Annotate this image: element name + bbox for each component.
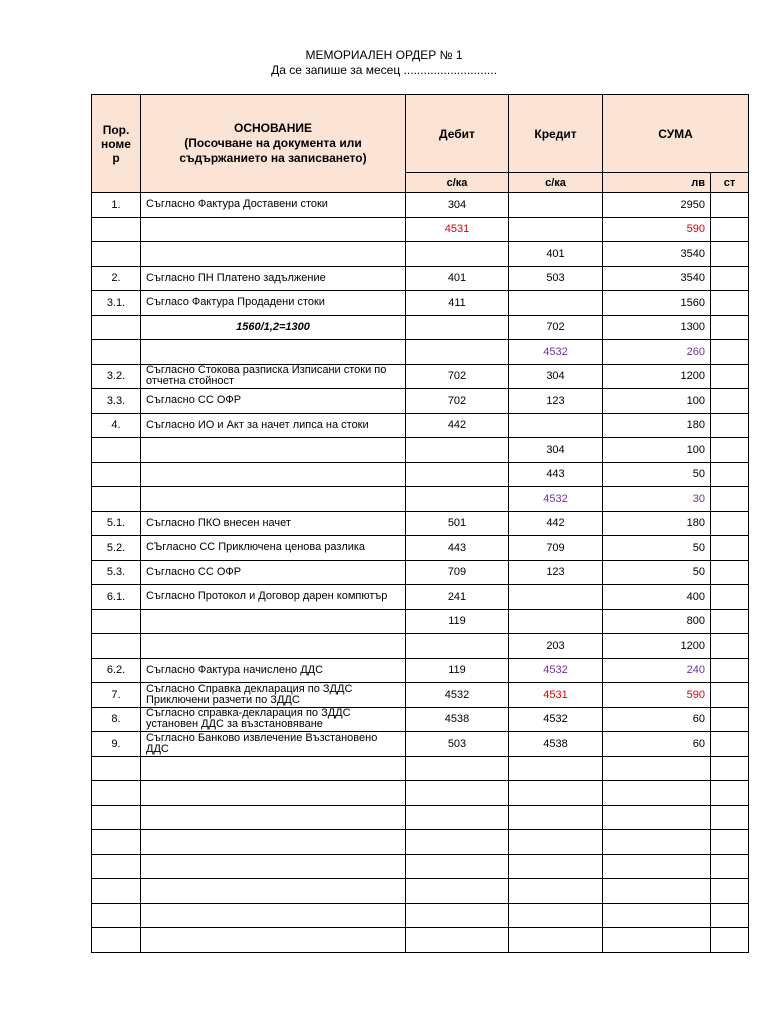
row-basis: [141, 781, 406, 806]
row-st: [711, 560, 749, 585]
row-basis: Съгласно справка-декларация по ЗДДС установен ДДС за възстановяване: [141, 707, 406, 732]
header-credit: Кредит: [509, 95, 603, 173]
row-basis: Съгласо Фактура Продадени стоки: [141, 291, 406, 316]
row-lv: [603, 903, 711, 928]
row-lv: 1560: [603, 291, 711, 316]
row-lv: [603, 805, 711, 830]
row-num: [92, 315, 141, 340]
row-st: [711, 732, 749, 757]
row-debit: [406, 903, 509, 928]
row-basis: [141, 928, 406, 953]
row-st: [711, 413, 749, 438]
row-credit: 4531: [509, 683, 603, 708]
row-debit: 503: [406, 732, 509, 757]
row-lv: 2950: [603, 193, 711, 218]
row-st: [711, 879, 749, 904]
row-credit: 709: [509, 536, 603, 561]
row-basis: [141, 487, 406, 512]
row-st: [711, 585, 749, 610]
row-num: 5.1.: [92, 511, 141, 536]
row-basis: Съгласно Фактура начислено ДДС: [141, 658, 406, 683]
header-basis-sub: (Посочване на документа или съдържанието на записването): [179, 136, 367, 165]
row-credit: 442: [509, 511, 603, 536]
table-row: [92, 658, 749, 683]
row-num: [92, 928, 141, 953]
row-basis: [141, 438, 406, 463]
row-lv: 100: [603, 438, 711, 463]
row-num: 4.: [92, 413, 141, 438]
row-basis: [141, 830, 406, 855]
row-lv: 60: [603, 732, 711, 757]
row-debit: [406, 462, 509, 487]
row-debit: [406, 340, 509, 365]
order-title: МЕМОРИАЛЕН ОРДЕР № 1: [305, 48, 463, 62]
table-row: [92, 683, 749, 708]
row-lv: 50: [603, 462, 711, 487]
row-debit: 401: [406, 266, 509, 291]
row-basis: Съгласно СС ОФР: [141, 389, 406, 414]
row-num: 8.: [92, 707, 141, 732]
row-lv: 50: [603, 560, 711, 585]
table-row: [92, 756, 749, 781]
row-debit: 709: [406, 560, 509, 585]
row-basis: Съгласно Протокол и Договор дарен компютър: [141, 585, 406, 610]
row-credit: [509, 903, 603, 928]
table-row: [92, 805, 749, 830]
row-lv: [603, 830, 711, 855]
row-credit: [509, 854, 603, 879]
row-num: 6.1.: [92, 585, 141, 610]
row-debit: [406, 928, 509, 953]
row-basis: [141, 805, 406, 830]
table-row: [92, 462, 749, 487]
table-row: [92, 511, 749, 536]
row-credit: [509, 805, 603, 830]
table-row: [92, 781, 749, 806]
row-basis: [141, 879, 406, 904]
row-credit: [509, 217, 603, 242]
row-st: [711, 364, 749, 389]
row-st: [711, 634, 749, 659]
table-row: [92, 854, 749, 879]
table-row: [92, 609, 749, 634]
row-num: 3.1.: [92, 291, 141, 316]
header-debit-sub: с/ка: [406, 173, 509, 193]
row-lv: 100: [603, 389, 711, 414]
row-lv: 1200: [603, 634, 711, 659]
row-credit: [509, 193, 603, 218]
row-st: [711, 854, 749, 879]
row-credit: 503: [509, 266, 603, 291]
row-basis: [141, 854, 406, 879]
row-st: [711, 928, 749, 953]
header-basis: [141, 95, 406, 193]
row-basis: Съгласно ПКО внесен начет: [141, 511, 406, 536]
row-debit: 702: [406, 389, 509, 414]
row-num: [92, 438, 141, 463]
row-credit: 123: [509, 560, 603, 585]
row-basis: Съгласно ИО и Акт за начет липса на стоки: [141, 413, 406, 438]
row-credit: 4532: [509, 487, 603, 512]
header-row: [92, 95, 749, 173]
row-num: [92, 781, 141, 806]
row-num: [92, 462, 141, 487]
row-lv: 3540: [603, 242, 711, 267]
row-num: 1.: [92, 193, 141, 218]
row-basis: [141, 340, 406, 365]
table-row: [92, 830, 749, 855]
row-num: [92, 242, 141, 267]
row-num: [92, 805, 141, 830]
header-basis-title: ОСНОВАНИЕ: [233, 121, 313, 135]
row-credit: 203: [509, 634, 603, 659]
row-credit: 4532: [509, 707, 603, 732]
table-row: [92, 242, 749, 267]
row-lv: [603, 854, 711, 879]
row-basis: Съгласно Банково извлечение Възстановено ДДС: [141, 732, 406, 757]
row-credit: 401: [509, 242, 603, 267]
row-st: [711, 903, 749, 928]
row-basis: 1560/1,2=1300: [141, 315, 406, 340]
table-row: [92, 928, 749, 953]
row-debit: 4532: [406, 683, 509, 708]
row-lv: 30: [603, 487, 711, 512]
row-debit: 443: [406, 536, 509, 561]
row-debit: 119: [406, 658, 509, 683]
row-debit: [406, 830, 509, 855]
header-sum: СУМА: [603, 95, 749, 173]
row-lv: 1300: [603, 315, 711, 340]
row-debit: 4538: [406, 707, 509, 732]
row-num: [92, 487, 141, 512]
row-basis: Съгласно СС ОФР: [141, 560, 406, 585]
row-basis: [141, 217, 406, 242]
row-debit: 304: [406, 193, 509, 218]
row-basis: Съгласно Стокова разписка Изписани стоки по отчетна стойност: [141, 364, 406, 389]
row-num: [92, 217, 141, 242]
row-num: 9.: [92, 732, 141, 757]
memorial-order-table: [91, 94, 749, 953]
month-line: Да се запише за месец ............................: [271, 63, 497, 77]
header-credit-sub: с/ка: [509, 173, 603, 193]
row-lv: 180: [603, 413, 711, 438]
row-basis: [141, 242, 406, 267]
row-basis: Съгласно ПН Платено задължение: [141, 266, 406, 291]
row-lv: 180: [603, 511, 711, 536]
document-title: [0, 48, 768, 78]
header-lv: лв: [603, 173, 711, 193]
row-basis: [141, 609, 406, 634]
table-row: [92, 340, 749, 365]
table-row: [92, 732, 749, 757]
row-st: [711, 217, 749, 242]
row-credit: 4532: [509, 658, 603, 683]
row-num: [92, 903, 141, 928]
row-lv: 800: [603, 609, 711, 634]
row-st: [711, 242, 749, 267]
table-row: [92, 487, 749, 512]
row-credit: [509, 928, 603, 953]
row-st: [711, 193, 749, 218]
row-credit: [509, 291, 603, 316]
table-row: [92, 315, 749, 340]
row-lv: 590: [603, 217, 711, 242]
row-credit: [509, 781, 603, 806]
row-lv: 400: [603, 585, 711, 610]
row-debit: 411: [406, 291, 509, 316]
row-lv: 1200: [603, 364, 711, 389]
row-num: [92, 634, 141, 659]
row-basis: Съгласно Фактура Доставени стоки: [141, 193, 406, 218]
row-basis: СЪгласно СС Приключена ценова разлика: [141, 536, 406, 561]
row-basis: [141, 462, 406, 487]
row-debit: [406, 756, 509, 781]
table-row: [92, 707, 749, 732]
row-num: [92, 340, 141, 365]
row-lv: [603, 781, 711, 806]
row-st: [711, 511, 749, 536]
row-credit: [509, 879, 603, 904]
row-credit: [509, 609, 603, 634]
row-credit: 4532: [509, 340, 603, 365]
row-lv: 3540: [603, 266, 711, 291]
row-st: [711, 291, 749, 316]
row-debit: [406, 805, 509, 830]
row-st: [711, 830, 749, 855]
row-num: 5.3.: [92, 560, 141, 585]
row-credit: 304: [509, 364, 603, 389]
row-st: [711, 266, 749, 291]
row-num: 7.: [92, 683, 141, 708]
row-debit: [406, 879, 509, 904]
header-debit: Дебит: [406, 95, 509, 173]
row-num: 2.: [92, 266, 141, 291]
table-row: [92, 291, 749, 316]
row-debit: 702: [406, 364, 509, 389]
row-credit: [509, 413, 603, 438]
table-row: [92, 560, 749, 585]
row-lv: [603, 879, 711, 904]
row-st: [711, 315, 749, 340]
table-row: [92, 903, 749, 928]
table-row: [92, 438, 749, 463]
table-row: [92, 536, 749, 561]
header-st: ст: [711, 173, 749, 193]
row-debit: 4531: [406, 217, 509, 242]
row-num: 5.2.: [92, 536, 141, 561]
row-num: [92, 854, 141, 879]
table-row: [92, 217, 749, 242]
row-basis: Съгласно Справка декларация по ЗДДС Приключени разчети по ЗДДС: [141, 683, 406, 708]
row-num: [92, 879, 141, 904]
row-debit: [406, 854, 509, 879]
row-debit: [406, 634, 509, 659]
row-st: [711, 462, 749, 487]
row-credit: [509, 830, 603, 855]
row-debit: [406, 781, 509, 806]
row-st: [711, 389, 749, 414]
row-debit: 119: [406, 609, 509, 634]
row-lv: 50: [603, 536, 711, 561]
row-basis: [141, 903, 406, 928]
row-debit: [406, 315, 509, 340]
row-num: 3.3.: [92, 389, 141, 414]
row-lv: [603, 928, 711, 953]
table-row: [92, 389, 749, 414]
row-basis: [141, 634, 406, 659]
row-num: [92, 830, 141, 855]
row-st: [711, 756, 749, 781]
row-num: [92, 609, 141, 634]
row-st: [711, 683, 749, 708]
row-lv: 240: [603, 658, 711, 683]
row-st: [711, 609, 749, 634]
row-credit: 4538: [509, 732, 603, 757]
table-row: [92, 193, 749, 218]
row-st: [711, 781, 749, 806]
row-num: 3.2.: [92, 364, 141, 389]
table-row: [92, 364, 749, 389]
table-row: [92, 585, 749, 610]
table-row: [92, 634, 749, 659]
row-lv: 260: [603, 340, 711, 365]
row-num: 6.2.: [92, 658, 141, 683]
table-row: [92, 413, 749, 438]
row-lv: [603, 756, 711, 781]
table-row: [92, 879, 749, 904]
row-debit: [406, 438, 509, 463]
row-credit: [509, 756, 603, 781]
row-lv: 60: [603, 707, 711, 732]
row-credit: 123: [509, 389, 603, 414]
row-debit: [406, 242, 509, 267]
row-lv: 590: [603, 683, 711, 708]
row-basis: [141, 756, 406, 781]
row-st: [711, 536, 749, 561]
row-credit: [509, 585, 603, 610]
row-num: [92, 756, 141, 781]
row-credit: 304: [509, 438, 603, 463]
row-st: [711, 340, 749, 365]
table-row: [92, 266, 749, 291]
row-debit: 501: [406, 511, 509, 536]
row-st: [711, 658, 749, 683]
row-st: [711, 438, 749, 463]
row-credit: 443: [509, 462, 603, 487]
row-credit: 702: [509, 315, 603, 340]
header-num: Пор. номе р: [92, 95, 141, 193]
row-debit: 241: [406, 585, 509, 610]
row-st: [711, 487, 749, 512]
row-debit: 442: [406, 413, 509, 438]
row-st: [711, 805, 749, 830]
row-st: [711, 707, 749, 732]
row-debit: [406, 487, 509, 512]
